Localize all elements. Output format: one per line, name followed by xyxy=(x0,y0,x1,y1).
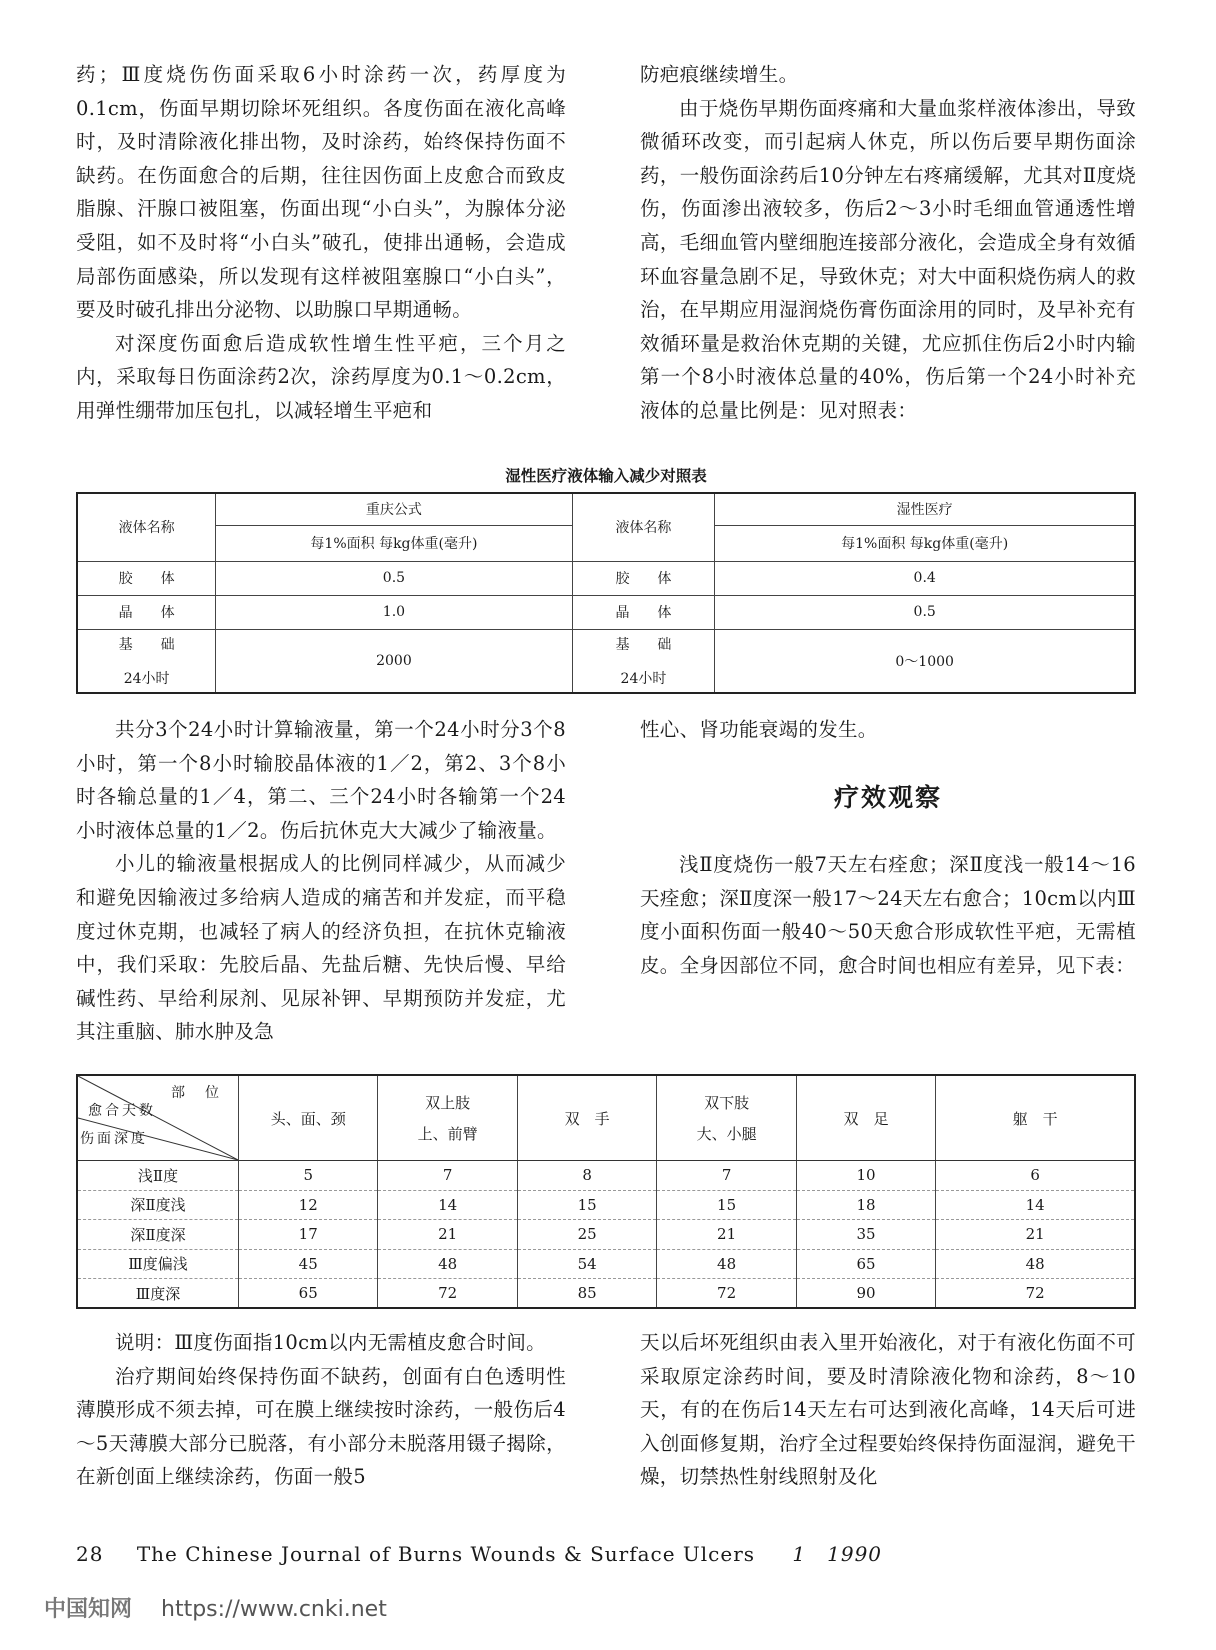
table-cell: 65 xyxy=(239,1279,378,1309)
table-cell: 21 xyxy=(936,1220,1135,1250)
column-header-line2: 大、小腿 xyxy=(696,1125,757,1143)
table-cell: 90 xyxy=(796,1279,935,1309)
table-cell: 72 xyxy=(378,1279,517,1309)
table1-group-header-left: 重庆公式 xyxy=(216,493,572,525)
text-column-middle-right xyxy=(640,713,1136,983)
table1-base-label-right: 基 础 xyxy=(615,636,672,653)
column-header-line1: 双 足 xyxy=(843,1109,889,1128)
paragraph: 浅Ⅱ度烧伤一般7天左右痊愈；深Ⅱ度浅一般14～16天痊愈；深Ⅱ度深一般17～24天左右愈合；10cm以内Ⅲ度小面积伤面一般40～50天愈合形成软性平疤，无需植皮。全身因部位不同，愈合时间也相应有差异，见下表： xyxy=(640,853,1136,977)
table-cell: 15 xyxy=(657,1190,796,1220)
table-cell: 45 xyxy=(239,1249,378,1279)
table1-cell: 晶 体 xyxy=(572,595,715,629)
table1-base-label-left: 基 础 xyxy=(118,636,175,653)
table2-column-header xyxy=(657,1075,796,1161)
table-cell: 72 xyxy=(657,1279,796,1309)
table-row xyxy=(77,1161,1135,1191)
table1-caption: 湿性医疗液体输入减少对照表 xyxy=(505,467,707,485)
table-row xyxy=(77,595,1135,629)
table1-cell xyxy=(572,629,715,693)
table1-cell: 2000 xyxy=(216,629,572,693)
table-cell: 18 xyxy=(796,1190,935,1220)
column-header-line2: 上、前臂 xyxy=(417,1125,478,1143)
paragraph: 小儿的输液量根据成人的比例同样减少，从而减少和避免因输液过多给病人造成的痛苦和并发症，而平稳度过休克期，也减轻了病人的经济负担，在抗休克输液中，我们采取：先胶后晶、先盐后糖、先快后慢、早给碱性药、早给利尿剂、见尿补钾、早期预防并发症，尤其注重脑、肺水肿及急 xyxy=(76,852,566,1044)
cnki-logo: 中国知网 xyxy=(44,1597,133,1622)
table-cell: 7 xyxy=(378,1161,517,1191)
table-cell: 17 xyxy=(239,1220,378,1250)
page-footer xyxy=(76,1538,882,1567)
table-row xyxy=(77,1249,1135,1279)
table-cell: 5 xyxy=(239,1161,378,1191)
paragraph: 对深度伤面愈后造成软性增生性平疤，三个月之内，采取每日伤面涂药2次，涂药厚度为0.1～0.2cm，用弹性绷带加压包扎，以减轻增生平疤和 xyxy=(76,331,566,422)
page-number: 28 xyxy=(76,1542,104,1566)
table-cell: 21 xyxy=(378,1220,517,1250)
table-row xyxy=(77,1190,1135,1220)
table1-name-header-left: 液体名称 xyxy=(77,493,216,561)
table1-cell: 0～1000 xyxy=(715,629,1135,693)
table-cell: 48 xyxy=(657,1249,796,1279)
table-cell: 10 xyxy=(796,1161,935,1191)
table1-cell: 0.5 xyxy=(216,561,572,595)
table-cell: 7 xyxy=(657,1161,796,1191)
table-row xyxy=(77,629,1135,693)
paragraph: 治疗期间始终保持伤面不缺药，创面有白色透明性薄膜形成不须去掉，可在膜上继续按时涂药，一般伤后4～5天薄膜大部分已脱落，有小部分未脱落用镊子揭除，在新创面上继续涂药，伤面一般5 xyxy=(76,1364,566,1489)
cnki-watermark xyxy=(44,1592,387,1623)
journal-issue: 1 1990 xyxy=(792,1542,883,1566)
table1-name-header-right: 液体名称 xyxy=(572,493,715,561)
table1-cell: 胶 体 xyxy=(77,561,216,595)
column-header-line1: 双上肢 xyxy=(425,1094,471,1112)
column-header-line1: 双下肢 xyxy=(704,1094,750,1112)
table-row xyxy=(77,1279,1135,1309)
table1-cell xyxy=(77,629,216,693)
table1-base-sub-left: 24小时 xyxy=(123,670,170,687)
text-column-middle-left xyxy=(76,713,566,1049)
row-label: 深Ⅱ度深 xyxy=(77,1220,239,1250)
table1-cell: 晶 体 xyxy=(77,595,216,629)
journal-title: The Chinese Journal of Burns Wounds & Surface Ulcers xyxy=(136,1542,756,1566)
table-cell: 35 xyxy=(796,1220,935,1250)
text-column-top-right xyxy=(640,58,1136,428)
table1-group-header-right: 湿性医疗 xyxy=(715,493,1135,525)
section-heading: 疗效观察 xyxy=(833,782,942,812)
table1-unit-left: 每1%面积 每kg体重(毫升) xyxy=(216,525,572,561)
corner-label-days: 愈合天数 xyxy=(88,1103,156,1119)
table1-cell: 0.5 xyxy=(715,595,1135,629)
infusion-comparison-table xyxy=(76,492,1136,694)
table1-cell: 1.0 xyxy=(216,595,572,629)
paragraph: 说明：Ⅲ度伤面指10cm以内无需植皮愈合时间。 xyxy=(115,1331,546,1354)
table-cell: 6 xyxy=(936,1161,1135,1191)
table-cell: 14 xyxy=(378,1190,517,1220)
column-header-line1: 躯 干 xyxy=(1012,1109,1058,1128)
table-cell: 25 xyxy=(517,1220,656,1250)
text-column-bottom-right xyxy=(640,1326,1136,1494)
paragraph: 由于烧伤早期伤面疼痛和大量血浆样液体渗出，导致微循环改变，而引起病人休克，所以伤后要早期伤面涂药，一般伤面涂药后10分钟左右疼痛缓解，尤其对Ⅱ度烧伤，伤面渗出液较多，伤后2～3小时毛细血管通透性增高，毛细血管内壁细胞连接部分液化，会造成全身有效循环血容量急剧不足，导致休克；对大中面积烧伤病人的救治，在早期应用湿润烧伤膏伤面涂用的同时，及早补充有效循环量是救治休克期的关键，尤应抓住伤后2小时内输第一个8小时液体总量的40%，伤后第一个24小时补充液体的总量比例是：见对照表： xyxy=(640,96,1136,422)
table2-column-header xyxy=(517,1075,656,1161)
row-label: 深Ⅱ度浅 xyxy=(77,1190,239,1220)
table-cell: 54 xyxy=(517,1249,656,1279)
row-label: 浅Ⅱ度 xyxy=(77,1161,239,1191)
table-cell: 48 xyxy=(378,1249,517,1279)
table2-column-header xyxy=(936,1075,1135,1161)
table-row xyxy=(77,1220,1135,1250)
table-cell: 65 xyxy=(796,1249,935,1279)
table2-column-header xyxy=(378,1075,517,1161)
text-column-top-left xyxy=(76,58,566,428)
table-row xyxy=(77,561,1135,595)
table2-column-header xyxy=(796,1075,935,1161)
table-cell: 21 xyxy=(657,1220,796,1250)
paragraph: 共分3个24小时计算输液量，第一个24小时分3个8小时，第一个8小时输胶晶体液的1／2，第2、3个8小时各输总量的1／4，第二、三个24小时各输第一个24小时液体总量的1／2。伤后抗休克大大减少了输液量。 xyxy=(76,718,566,842)
paragraph: 天以后坏死组织由表入里开始液化，对于有液化伤面不可采取原定涂药时间，要及时清除液化物和涂药，8～10天，有的在伤后14天左右可达到液化高峰，14天后可进入创面修复期，治疗全过程要始终保持伤面湿润，避免干燥，切禁热性射线照射及化 xyxy=(640,1331,1136,1489)
corner-label-location: 部 位 xyxy=(171,1085,222,1101)
table-cell: 8 xyxy=(517,1161,656,1191)
table1-cell: 0.4 xyxy=(715,561,1135,595)
table1-unit-right: 每1%面积 每kg体重(毫升) xyxy=(715,525,1135,561)
table-cell: 12 xyxy=(239,1190,378,1220)
table-cell: 72 xyxy=(936,1279,1135,1309)
table2-corner-cell xyxy=(77,1075,239,1161)
column-header-line1: 头、面、颈 xyxy=(270,1109,346,1128)
row-label: Ⅲ度偏浅 xyxy=(77,1249,239,1279)
table-cell: 14 xyxy=(936,1190,1135,1220)
paragraph: 性心、肾功能衰竭的发生。 xyxy=(640,718,878,741)
table-cell: 48 xyxy=(936,1249,1135,1279)
corner-label-depth: 伤面深度 xyxy=(80,1131,148,1147)
healing-days-table xyxy=(76,1074,1136,1309)
row-label: Ⅲ度深 xyxy=(77,1279,239,1309)
paragraph: 防疤痕继续增生。 xyxy=(640,63,799,86)
column-header-line1: 双 手 xyxy=(564,1109,610,1128)
cnki-url: https://www.cnki.net xyxy=(161,1597,387,1622)
table1-cell: 胶 体 xyxy=(572,561,715,595)
table1-base-sub-right: 24小时 xyxy=(620,670,667,687)
table-cell: 85 xyxy=(517,1279,656,1309)
table-cell: 15 xyxy=(517,1190,656,1220)
table2-column-header xyxy=(239,1075,378,1161)
text-column-bottom-left xyxy=(76,1326,566,1494)
paragraph: 药；Ⅲ度烧伤伤面采取6小时涂药一次，药厚度为0.1cm，伤面早期切除坏死组织。各度伤面在液化高峰时，及时清除液化排出物，及时涂药，始终保持伤面不缺药。在伤面愈合的后期，往往因伤面上皮愈合而致皮脂腺、汗腺口被阻塞，伤面出现“小白头”，为腺体分泌受阻，如不及时将“小白头”破孔，使排出通畅，会造成局部伤面感染，所以发现有这样被阻塞腺口“小白头”，要及时破孔排出分泌物、以助腺口早期通畅。 xyxy=(76,63,566,322)
